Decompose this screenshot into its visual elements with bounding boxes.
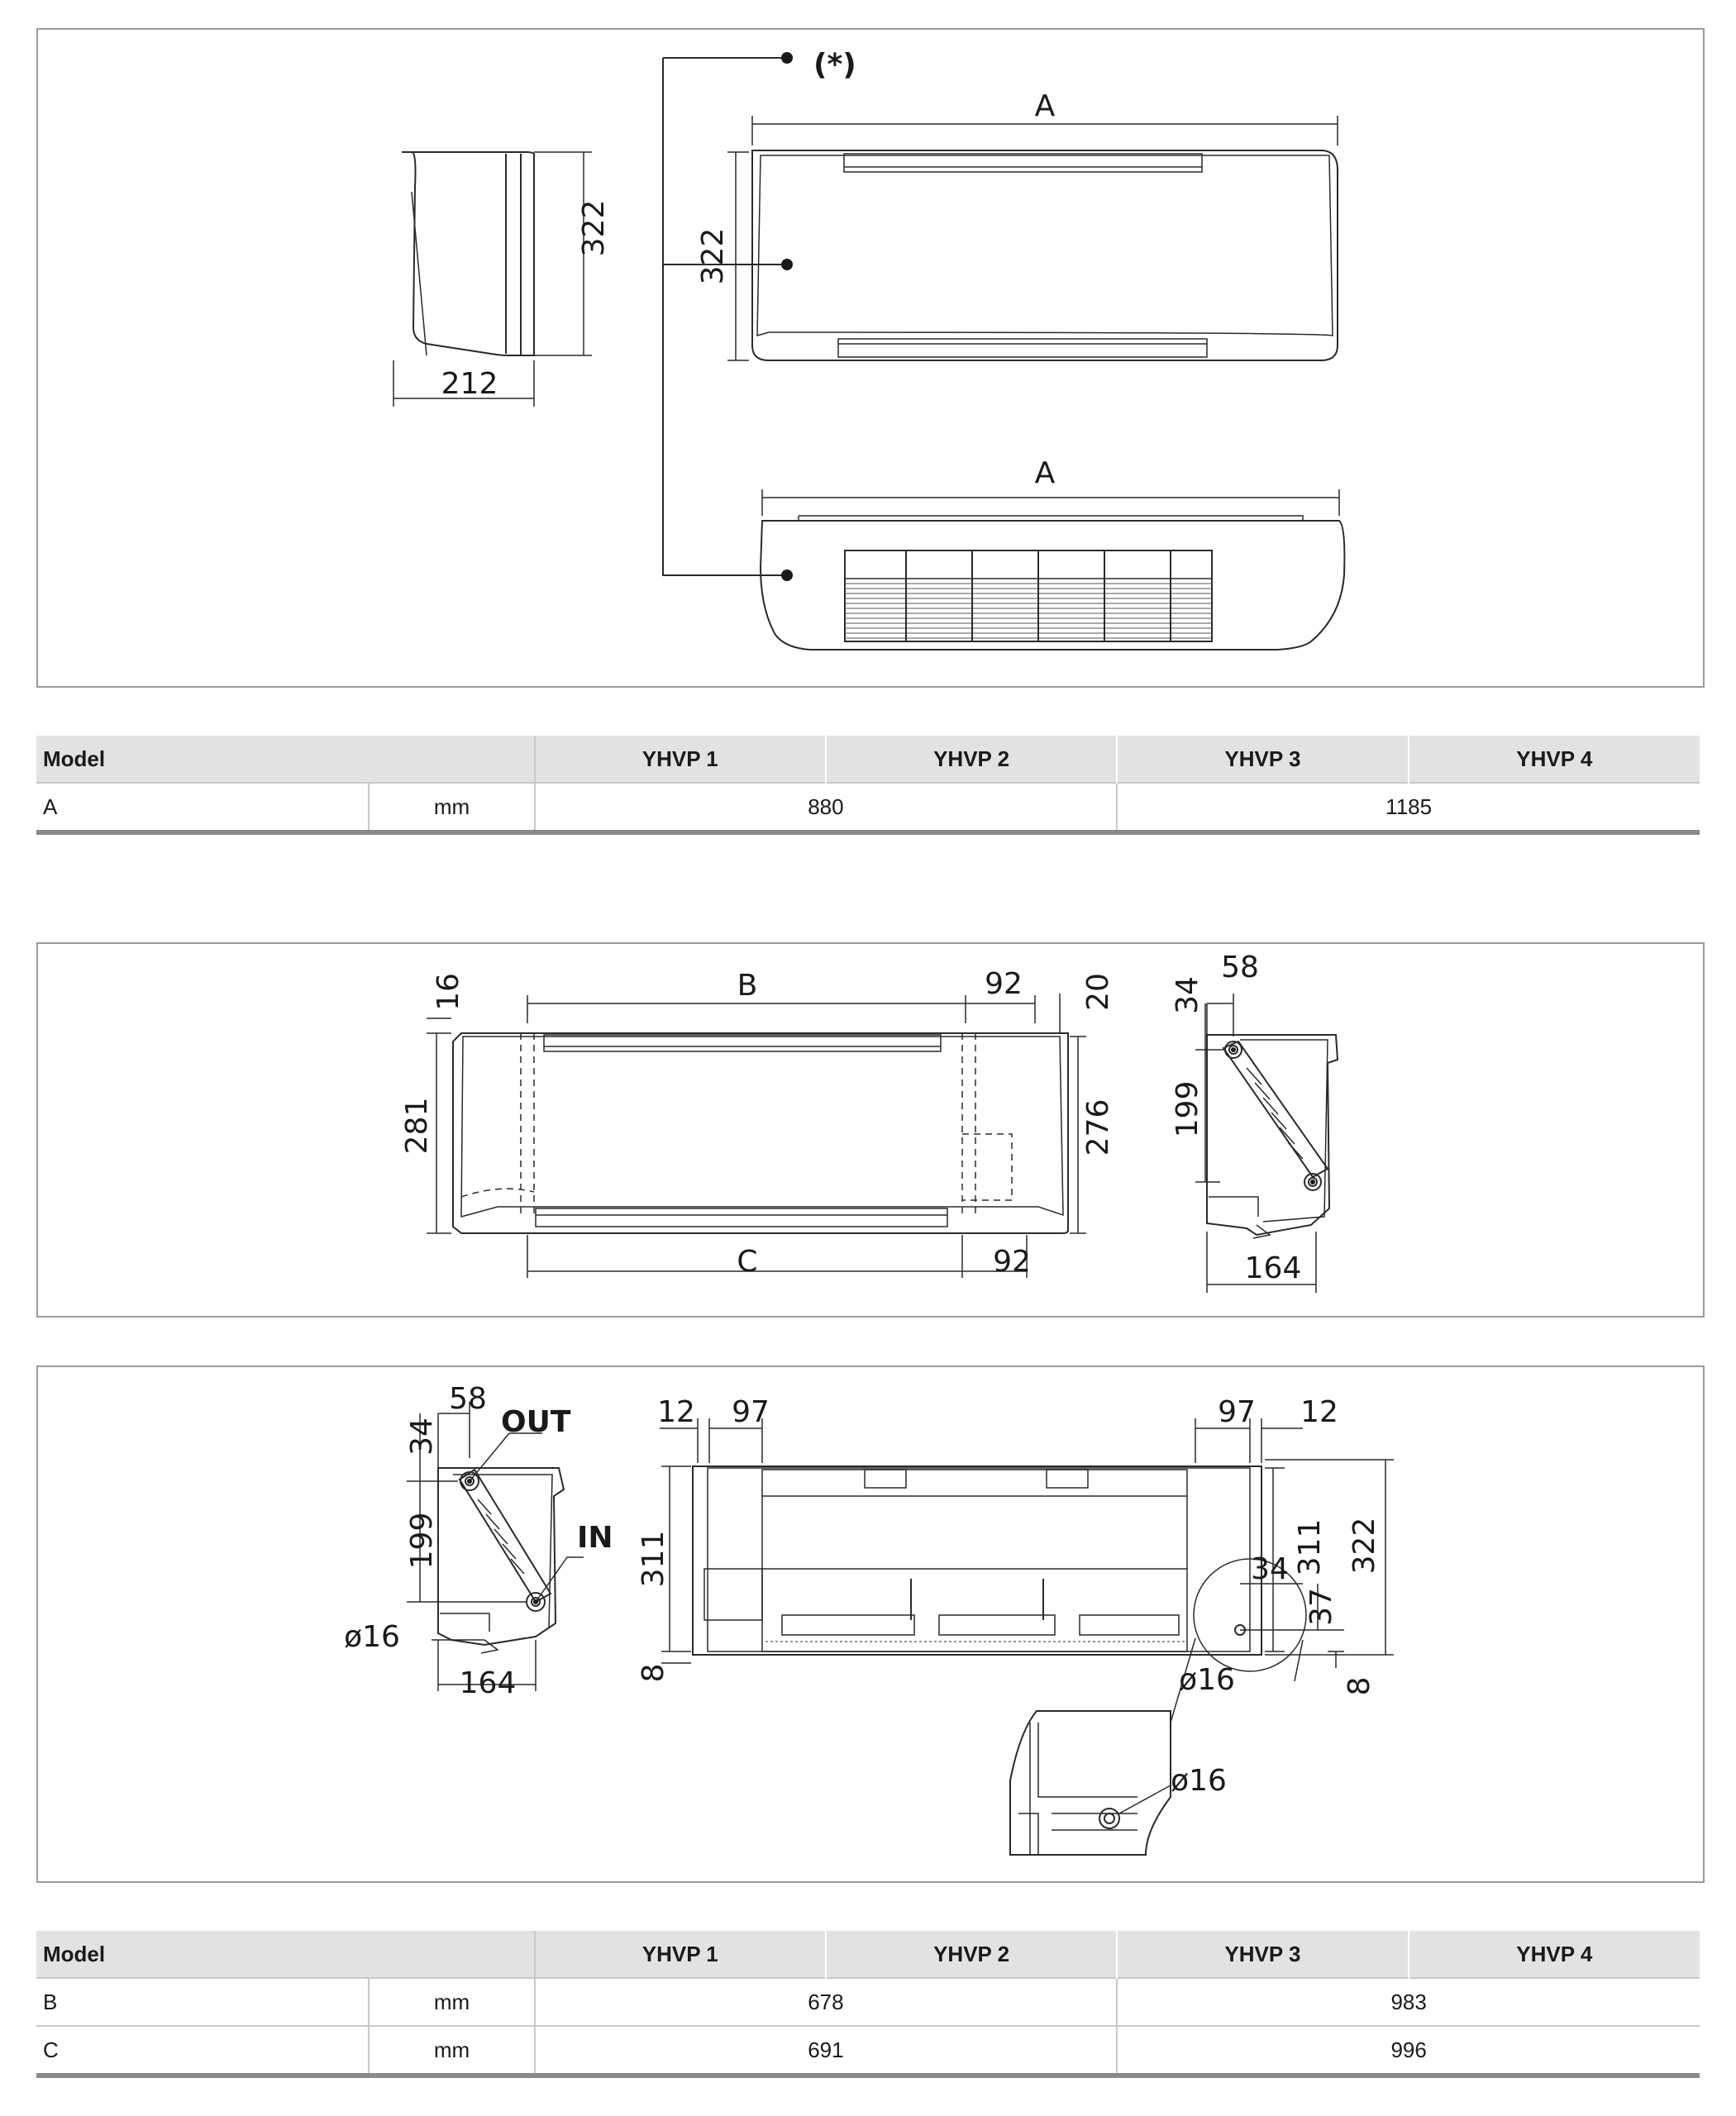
dim-c: C <box>737 1245 758 1279</box>
front-dim-12-right: 12 <box>1300 1395 1338 1429</box>
front-dim-37: 37 <box>1304 1588 1338 1626</box>
connections-drawing <box>38 1367 1703 1881</box>
drawing-panel-overall <box>36 28 1705 688</box>
dim-a-bottom: A <box>1034 456 1056 490</box>
label-in: IN <box>577 1521 613 1555</box>
drawing-panel-bracket <box>36 942 1705 1318</box>
side-dim-58: 58 <box>1221 951 1259 984</box>
row-value-1-2: 678 <box>535 1978 1118 2026</box>
side-dim-199: 199 <box>1171 1080 1204 1138</box>
row-name: A <box>36 783 369 832</box>
dimension-table-bc <box>36 1931 1700 2078</box>
dim-depth-side: 212 <box>441 367 498 401</box>
dim-92-top: 92 <box>985 967 1023 1001</box>
dim-276: 276 <box>1081 1099 1115 1156</box>
dim-281: 281 <box>400 1097 434 1155</box>
dim-a-top: A <box>1034 89 1056 123</box>
front-dim-97-left: 97 <box>732 1395 770 1429</box>
label-out: OUT <box>501 1405 571 1439</box>
side-dim-d16: ø16 <box>344 1620 400 1654</box>
row-unit: mm <box>369 783 534 832</box>
front-dim-311-right: 311 <box>1293 1518 1327 1576</box>
row-value-1-2: 691 <box>535 2026 1118 2075</box>
header-model: Model <box>36 1931 535 1978</box>
row-value-3-4: 996 <box>1117 2026 1700 2075</box>
dim-16: 16 <box>432 973 465 1011</box>
side-dim-34: 34 <box>1171 976 1204 1014</box>
front-dim-d16: ø16 <box>1179 1663 1235 1697</box>
side-dim-164: 164 <box>459 1666 517 1700</box>
header-model: Model <box>36 736 535 783</box>
dim-height-side: 322 <box>577 199 611 257</box>
asterisk-label: (*) <box>813 48 856 82</box>
table-row <box>36 783 1700 832</box>
overall-dimensions-drawing <box>38 30 1703 686</box>
side-dim-58: 58 <box>449 1382 487 1416</box>
front-dim-8-right: 8 <box>1343 1676 1376 1696</box>
header-col-3: YHVP 3 <box>1117 1931 1408 1978</box>
side-dim-199: 199 <box>405 1512 439 1570</box>
table-header-row <box>36 736 1700 783</box>
dim-b: B <box>737 969 758 1003</box>
row-name: C <box>36 2026 369 2075</box>
row-unit: mm <box>369 2026 534 2075</box>
table-header-row <box>36 1931 1700 1978</box>
header-col-2: YHVP 2 <box>826 736 1117 783</box>
drawing-panel-connections <box>36 1365 1705 1883</box>
bracket-dimensions-drawing <box>38 944 1703 1316</box>
front-dim-8-left: 8 <box>637 1663 670 1683</box>
dim-92-bottom: 92 <box>993 1245 1031 1279</box>
header-col-1: YHVP 1 <box>535 1931 826 1978</box>
dim-20: 20 <box>1081 973 1115 1011</box>
side-dim-164: 164 <box>1244 1251 1302 1285</box>
row-unit: mm <box>369 1978 534 2026</box>
header-col-4: YHVP 4 <box>1409 736 1700 783</box>
header-col-1: YHVP 1 <box>535 736 826 783</box>
front-dim-97-right: 97 <box>1218 1395 1256 1429</box>
header-col-4: YHVP 4 <box>1409 1931 1700 1978</box>
table-row <box>36 1978 1700 2026</box>
row-value-3-4: 983 <box>1117 1978 1700 2026</box>
side-dim-34: 34 <box>405 1418 439 1456</box>
detail-dim-d16: ø16 <box>1171 1764 1227 1798</box>
front-dim-322: 322 <box>1347 1517 1381 1575</box>
dim-height-front: 322 <box>696 227 730 285</box>
dimension-table-a <box>36 736 1700 835</box>
front-dim-311-left: 311 <box>637 1530 670 1588</box>
front-dim-34: 34 <box>1251 1552 1289 1586</box>
front-dim-12-left: 12 <box>657 1395 695 1429</box>
row-name: B <box>36 1978 369 2026</box>
header-col-2: YHVP 2 <box>826 1931 1117 1978</box>
header-col-3: YHVP 3 <box>1117 736 1408 783</box>
row-value-1-2: 880 <box>535 783 1118 832</box>
table-row <box>36 2026 1700 2075</box>
row-value-3-4: 1185 <box>1117 783 1700 832</box>
